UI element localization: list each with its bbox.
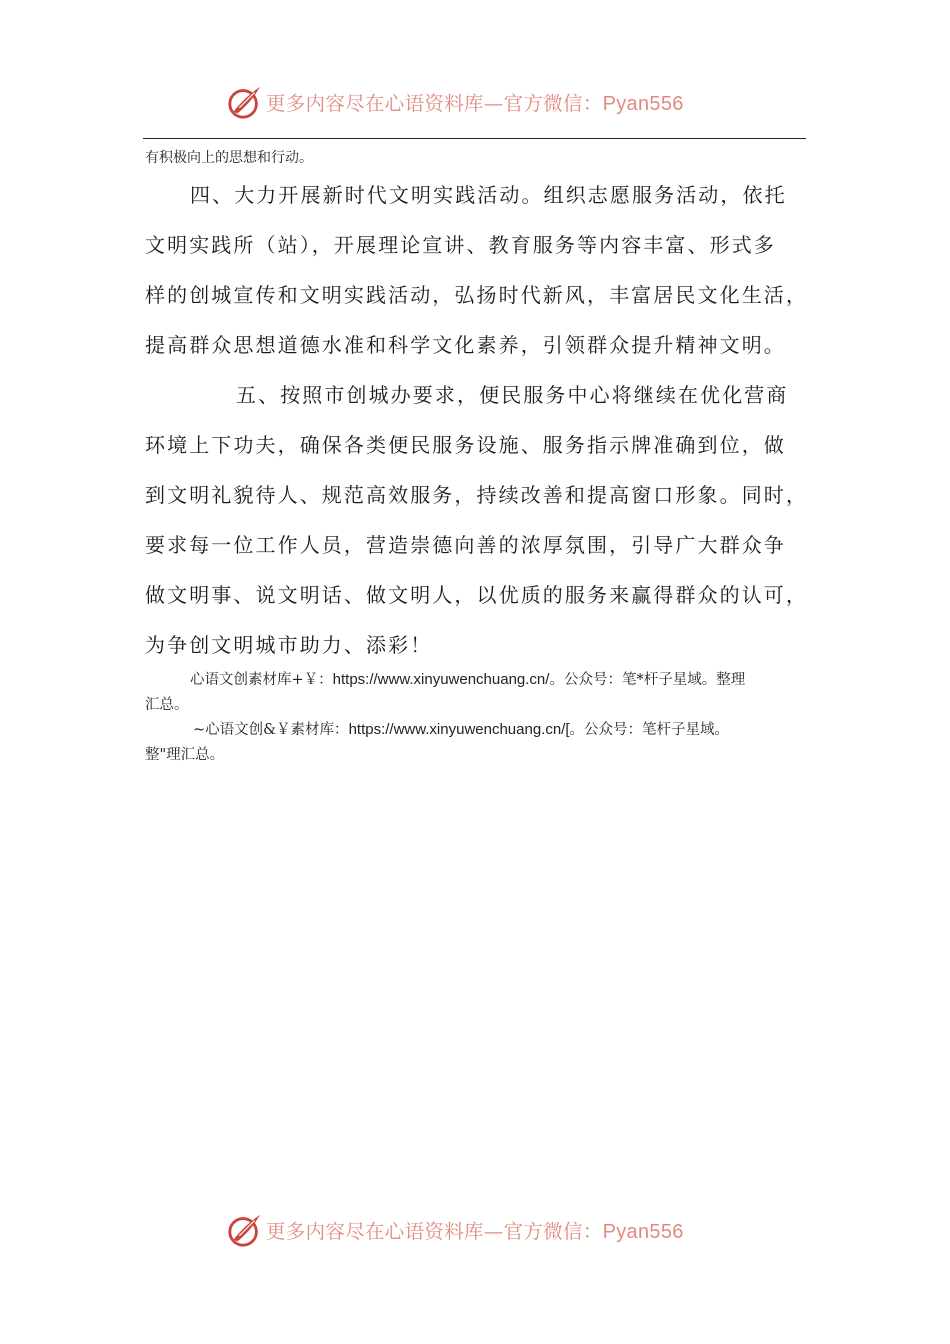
- quill-logo-icon: [226, 83, 264, 121]
- watermark-note-2: ~心语文创&￥素材库：https://www.xinyuwenchuang.cn/[。公众号：笔杆子星域。: [193, 721, 730, 738]
- watermark-url-1: https://www.xinyuwenchuang.cn/: [332, 671, 550, 688]
- paragraph-4-line-4: 提高群众思想道德水准和科学文化素养，引领群众提升精神文明。: [145, 333, 786, 357]
- watermark-url-2: https://www.xinyuwenchuang.cn/[: [348, 721, 570, 738]
- paragraph-4-line-2: 文明实践所（站），开展理论宣讲、教育服务等内容丰富、形式多: [145, 233, 776, 257]
- paragraph-5-line-6: 为争创文明城市助力、添彩！: [145, 633, 433, 657]
- paragraph-5-line-2: 环境上下功夫，确保各类便民服务设施、服务指示牌准确到位，做: [145, 433, 786, 457]
- watermark-note-1-wrap: 汇总。: [145, 697, 189, 713]
- quill-logo-icon: [226, 1211, 264, 1249]
- header-rule: [143, 138, 806, 139]
- paragraph-5-line-5: 做文明事、说文明话、做文明人，以优质的服务来赢得群众的认可，: [145, 583, 808, 607]
- paragraph-5-line-1: 五、按照市创城办要求，便民服务中心将继续在优化营商: [236, 383, 789, 407]
- paragraph-4-line-1: 四、大力开展新时代文明实践活动。组织志愿服务活动，依托: [190, 183, 787, 207]
- watermark-note-2-wrap: 整"理汇总。: [145, 747, 225, 763]
- header-banner: [226, 82, 746, 122]
- footer-banner-text: 更多内容尽在心语资料库—官方微信：Pyan556: [266, 1220, 684, 1243]
- paragraph-5-line-3: 到文明礼貌待人、规范高效服务，持续改善和提高窗口形象。同时，: [145, 483, 808, 507]
- paragraph-4-line-3: 样的创城宣传和文明实践活动，弘扬时代新风，丰富居民文化生活，: [145, 283, 808, 307]
- watermark-note-1: 心语文创素材库+￥：https://www.xinyuwenchuang.cn/。公众号：笔*杆子星域。整理: [190, 671, 746, 688]
- header-banner-text: 更多内容尽在心语资料库—官方微信：Pyan556: [266, 92, 684, 115]
- carry-over-line: 有积极向上的思想和行动。: [145, 150, 313, 166]
- footer-banner: [226, 1210, 746, 1250]
- paragraph-5-line-4: 要求每一位工作人员，营造崇德向善的浓厚氛围，引导广大群众争: [145, 533, 786, 557]
